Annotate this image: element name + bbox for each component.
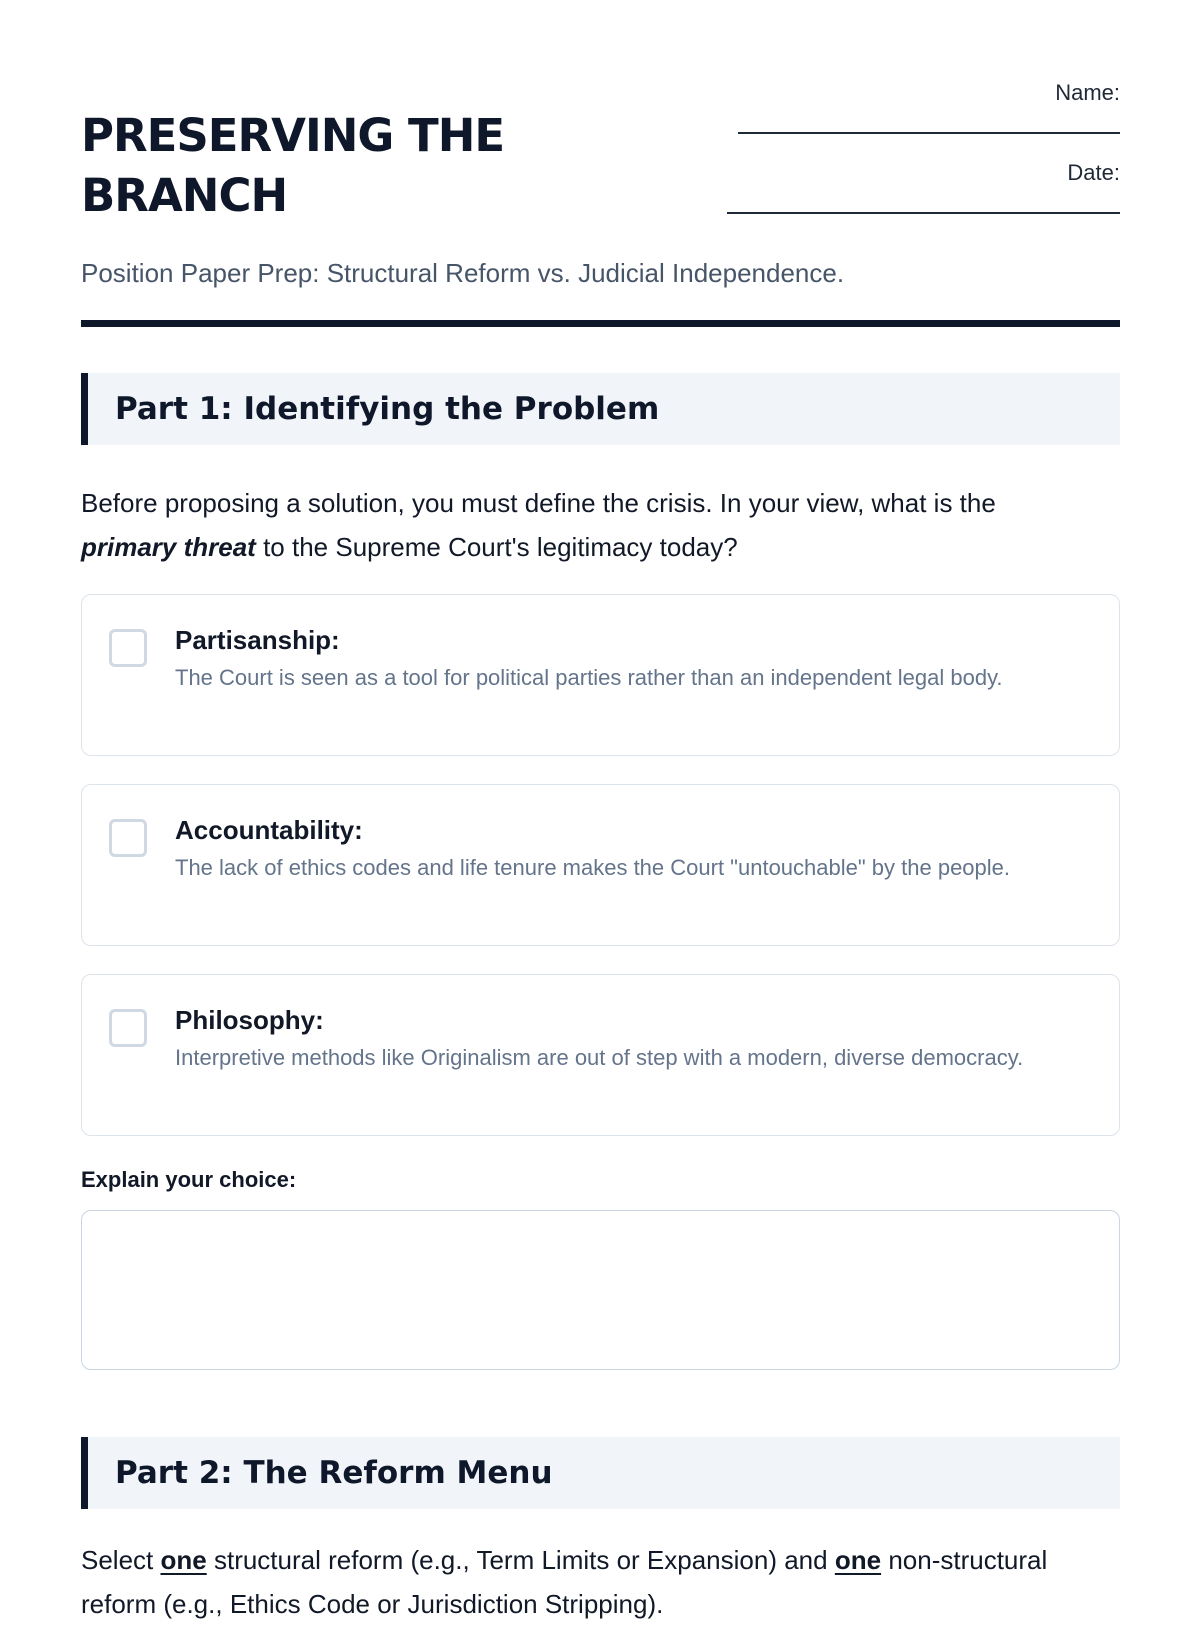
part2-heading: Part 2: The Reform Menu: [115, 1455, 553, 1491]
option-philosophy[interactable]: [81, 974, 1120, 1136]
worksheet-page: [81, 0, 1120, 1619]
option-description: The lack of ethics codes and life tenure makes the Court "untouchable" by the people.: [175, 855, 1011, 880]
name-date-block: [700, 80, 1120, 240]
name-blank[interactable]: [738, 132, 1120, 134]
name-label: Name:: [1055, 80, 1120, 105]
part2-prompt-start: Select: [81, 1545, 154, 1575]
option-title: Philosophy:: [175, 1005, 324, 1035]
option-description: The Court is seen as a tool for political parties rather than an independent legal body.: [175, 665, 1003, 690]
part2-prompt-one-structural: one: [160, 1545, 207, 1575]
date-label: Date:: [1067, 160, 1120, 185]
philosophy-checkbox[interactable]: [109, 1009, 147, 1047]
option-partisanship[interactable]: [81, 594, 1120, 756]
part2-prompt-end: non-structural reform (e.g., Ethics Code or Jurisdiction Stripping).: [81, 1545, 1048, 1619]
partisanship-checkbox[interactable]: [109, 629, 147, 667]
name-line[interactable]: [700, 80, 1120, 160]
page-title: PRESERVING THE BRANCH: [81, 109, 505, 222]
option-description: Interpretive methods like Originalism are out of step with a modern, diverse democracy.: [175, 1045, 1024, 1070]
worksheet-header: [81, 0, 1120, 250]
date-line[interactable]: [700, 160, 1120, 240]
part1-heading-bar: [81, 373, 1120, 445]
accountability-checkbox[interactable]: [109, 819, 147, 857]
part2-prompt-middle: structural reform (e.g., Term Limits or Expansion) and: [213, 1545, 828, 1575]
explain-choice-field[interactable]: [81, 1210, 1120, 1370]
part2-prompt: [81, 1538, 1120, 1626]
part1-prompt-end: to the Supreme Court's legitimacy today?: [263, 532, 738, 562]
part2-prompt-one-nonstructural: one: [834, 1545, 882, 1575]
part1-prompt-start: Before proposing a solution, you must define the crisis. In your view, what is the: [81, 488, 996, 518]
part1-prompt-emphasis: primary threat: [81, 532, 256, 562]
date-blank[interactable]: [727, 212, 1120, 214]
header-divider: [81, 320, 1120, 327]
explain-label: Explain your choice:: [81, 1167, 297, 1192]
page-subtitle: Position Paper Prep: Structural Reform vs. Judicial Independence.: [81, 258, 845, 288]
part2-heading-bar: [81, 1437, 1120, 1509]
part1-prompt: [81, 481, 1120, 569]
part1-heading: Part 1: Identifying the Problem: [115, 391, 660, 427]
option-title: Partisanship:: [175, 625, 340, 655]
option-accountability[interactable]: [81, 784, 1120, 946]
option-title: Accountability:: [175, 815, 363, 845]
